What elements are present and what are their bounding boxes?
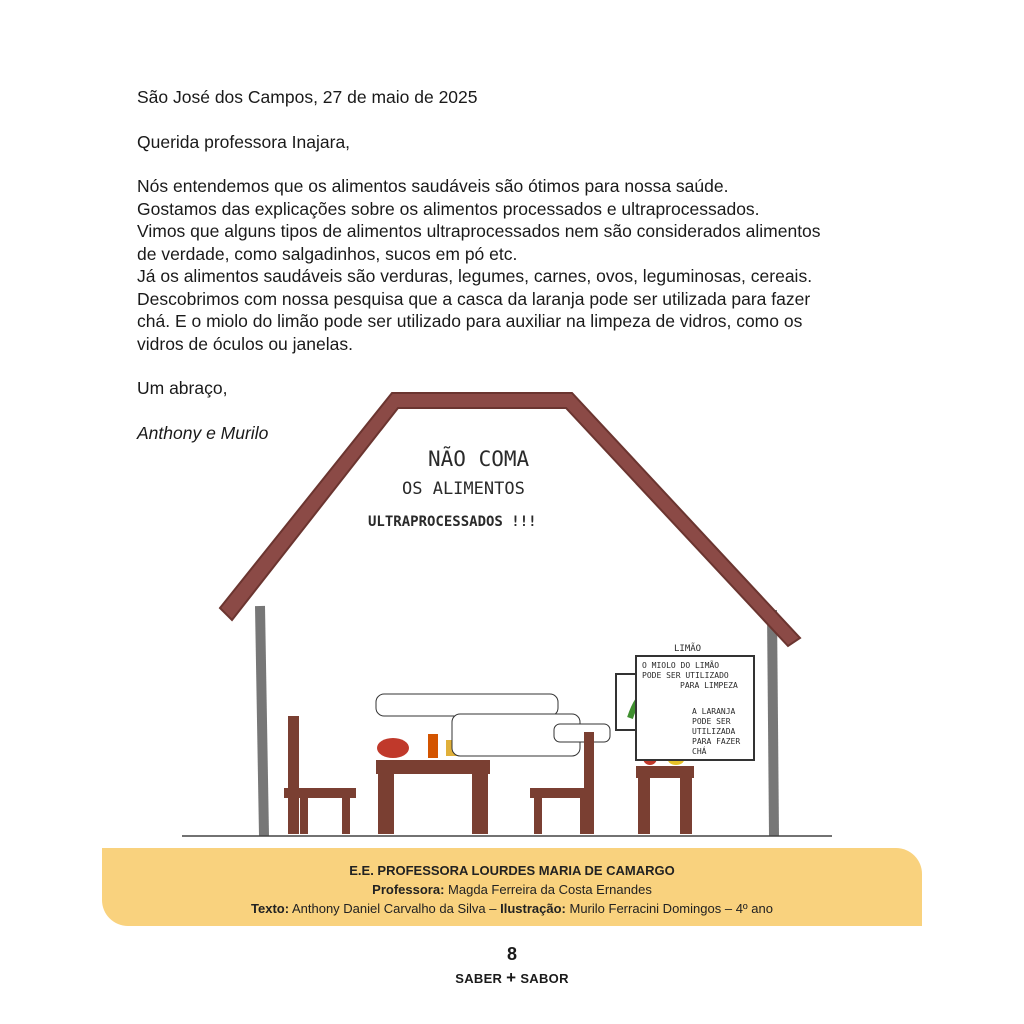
page-number: 8 <box>506 944 517 964</box>
sign-line: CHÁ <box>692 747 707 756</box>
letter-body-line: Já os alimentos saudáveis são verduras, legumes, carnes, ovos, leguminosas, cereais. <box>137 266 813 286</box>
sign-title: LIMÃO <box>674 644 702 654</box>
letter-body-line: Vimos que alguns tipos de alimentos ultraprocessados nem são considerados alimentos <box>137 221 821 241</box>
illustration-author: Murilo Ferracini Domingos <box>569 901 722 916</box>
house-illustration <box>180 388 840 840</box>
school-name: E.E. PROFESSORA LOURDES MARIA DE CAMARGO <box>349 863 675 878</box>
sign-line: PARA FAZER <box>692 737 741 746</box>
teacher-label: Professora: <box>372 882 445 897</box>
speech-bubble <box>554 724 610 742</box>
sign-line: PARA LIMPEZA <box>680 681 738 690</box>
letter-signature: Anthony e Murilo <box>137 422 269 443</box>
left-chair <box>284 716 356 834</box>
letter-closing: Um abraço, <box>137 378 228 398</box>
brand-right: SABOR <box>520 971 569 986</box>
separator: – <box>489 901 497 916</box>
sign-line: UTILIZADA <box>692 727 736 736</box>
sign-line: PODE SER <box>692 717 731 726</box>
text-author: Anthony Daniel Carvalho da Silva <box>291 901 486 916</box>
letter-body-line: chá. E o miolo do limão pode ser utilizado para auxiliar na limpeza de vidros, como os <box>137 311 803 331</box>
left-wall <box>260 606 264 836</box>
teacher-credit <box>102 880 922 899</box>
illustration-label: Ilustração: <box>500 901 566 916</box>
slogan-line: NÃO COMA <box>428 447 530 471</box>
separator: – <box>724 901 733 916</box>
slogan-line: OS ALIMENTOS <box>402 479 525 499</box>
teacher-name: Magda Ferreira da Costa Ernandes <box>448 882 652 897</box>
fruit-bowl-icon <box>377 738 409 758</box>
credits-band <box>102 848 922 926</box>
right-table <box>636 751 694 834</box>
letter-salutation: Querida professora Inajara, <box>137 131 351 152</box>
house-drawing <box>180 388 840 840</box>
slogan-line: ULTRAPROCESSADOS !!! <box>368 514 537 530</box>
sign-line: PODE SER UTILIZADO <box>642 671 729 680</box>
bottle-icon <box>428 734 438 758</box>
sign-line: A LARANJA <box>692 707 736 716</box>
text-label: Texto: <box>251 901 290 916</box>
letter-body-line: de verdade, como salgadinhos, sucos em pó etc. <box>137 243 518 264</box>
right-wall <box>772 610 774 836</box>
brand-footer <box>0 968 1024 988</box>
letter-body-line: Nós entendemos que os alimentos saudáveis são ótimos para nossa saúde. <box>137 176 729 196</box>
brand-left: SABER <box>455 971 503 986</box>
grade: 4º ano <box>735 901 773 916</box>
speech-bubble <box>376 694 558 716</box>
letter-body-line: vidros de óculos ou janelas. <box>137 333 353 354</box>
brand-plus: + <box>506 968 517 987</box>
authors-credit <box>102 899 922 918</box>
sign-line: O MIOLO DO LIMÃO <box>642 661 720 670</box>
letter-body-line: Descobrimos com nossa pesquisa que a casca da laranja pode ser utilizada para fazer <box>137 288 811 309</box>
letter-body-line: Gostamos das explicações sobre os alimentos processados e ultraprocessados. <box>137 198 760 219</box>
letter-date: São José dos Campos, 27 de maio de 2025 <box>137 87 478 107</box>
